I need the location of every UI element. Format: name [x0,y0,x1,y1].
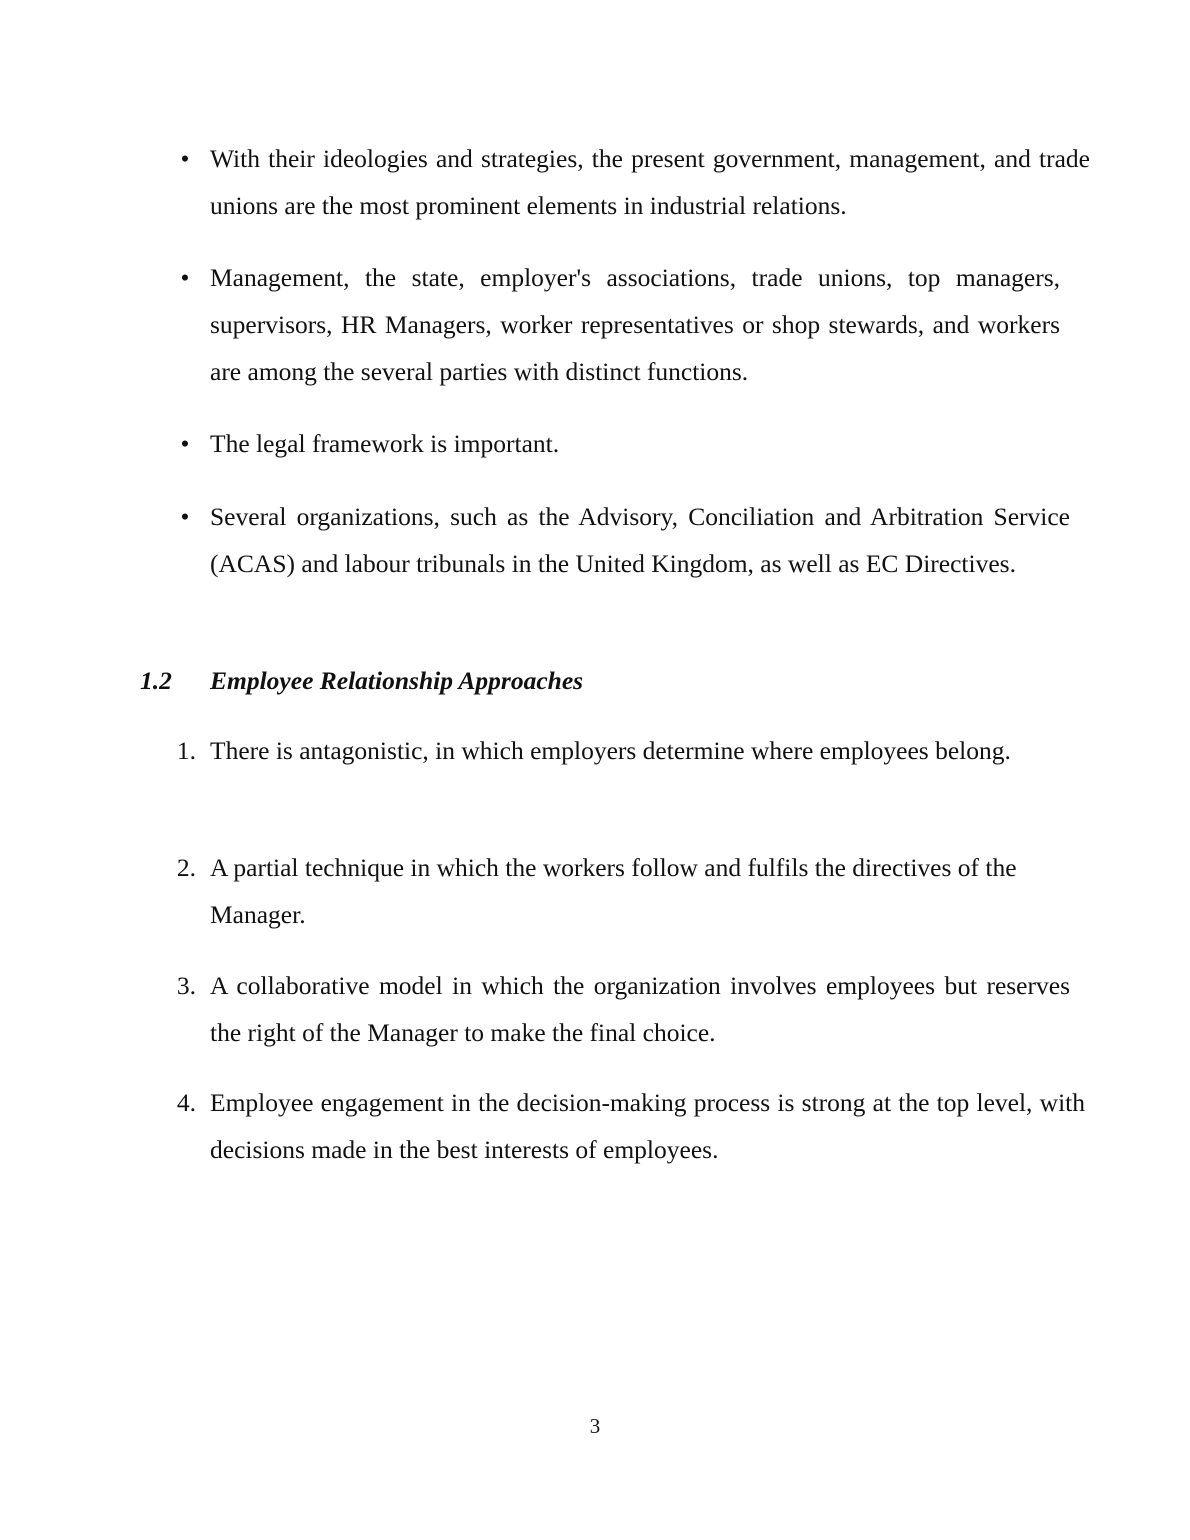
section-heading [140,657,583,704]
bullet-item [160,254,1060,395]
page-number: 3 [589,1414,601,1438]
bullet-item [160,420,1090,467]
section-number: 1.2 [140,666,172,695]
bullet-text: Management, the state, employer's associations, trade unions, top managers, supervisors, HR Managers, worker representatives or shop stewards, and workers are among the several parties with distinct functions. [210,263,1060,386]
bullet-text: With their ideologies and strategies, the present government, management, and trade unions are the most prominent elements in industrial relations. [210,144,1090,220]
numbered-item [160,844,1040,938]
numbered-text: A partial technique in which the workers follow and fulfils the directives of the Manager. [210,853,1017,929]
list-number: 4. [176,1088,196,1117]
bullet-marker: • [180,429,190,458]
list-number: 3. [176,971,196,1000]
numbered-item [160,727,1050,774]
list-number: 1. [176,736,196,765]
bullet-item [160,135,1090,229]
numbered-item [160,1079,1085,1173]
bullet-text: Several organizations, such as the Advisory, Conciliation and Arbitration Service (ACAS) and labour tribunals in the United Kingdom, as well as EC Directives. [210,502,1070,578]
list-number: 2. [176,853,196,882]
bullet-item [160,493,1070,587]
section-title: Employee Relationship Approaches [210,666,584,695]
bullet-marker: • [180,502,190,531]
bullet-marker: • [180,263,190,292]
numbered-item [160,962,1070,1056]
numbered-text: Employee engagement in the decision-making process is strong at the top level, with decisions made in the best interests of employees. [210,1088,1085,1164]
numbered-text: A collaborative model in which the organization involves employees but reserves the right of the Manager to make the final choice. [210,971,1070,1047]
bullet-text: The legal framework is important. [210,429,560,458]
bullet-marker: • [180,144,190,173]
numbered-text: There is antagonistic, in which employers determine where employees belong. [210,736,1011,765]
